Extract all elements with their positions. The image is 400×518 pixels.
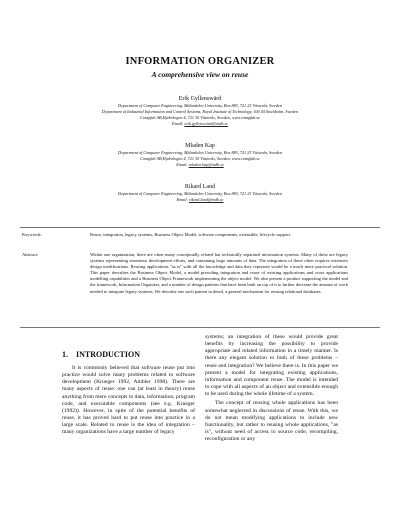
paper-subtitle: A comprehensive view on reuse — [151, 70, 249, 79]
author-email-line — [0, 121, 400, 127]
author-affiliation: Department of Computer Engineering, Mälardalen University, Box 883, 721 23 Västerås, Sweden — [118, 103, 282, 108]
author-name: Erik Gyllenswärd — [178, 96, 222, 102]
author-name: Rikard Land — [184, 184, 216, 190]
paper-title: INFORMATION ORGANIZER — [125, 56, 275, 67]
author-affiliation: Compfab AB,Hydrologen 4, 721 30 Västerås, Sweden, www.compfab.se — [140, 156, 260, 161]
section-number: 1. — [62, 350, 68, 359]
email-label: Email: — [176, 162, 188, 167]
paragraph: systems; an integration of these would provide great benefits by increasing the possibility to provide appropriate and related information in a timely manner. Is there any elegant solution to both of these problems – reuse and integration? We believe there is. In this paper we present a model for integrating existing applications, information and component reuse. The model is intended to cope with all aspects of an object and extensible enough to be used during the whole lifetime of a system. — [205, 334, 338, 398]
right-column — [205, 334, 338, 443]
author-affiliation: Compfab AB,Hydrologen 4, 721 30 Västerås, Sweden, www.compfab.se — [140, 115, 260, 120]
section-title: INTRODUCTION — [76, 350, 141, 359]
divider-top — [20, 227, 380, 228]
author-email-link[interactable]: rikard.land@mdh.se — [189, 197, 224, 202]
author-block-2 — [0, 142, 400, 168]
left-column — [62, 365, 195, 437]
author-affiliation: Department of Computer Engineering, Mälardalen University, Box 883, 721 23 Västerås, Sweden — [118, 150, 282, 155]
author-affiliation: Department of Computer Engineering, Mälardalen University, Box 883, 721 23 Västerås, Sweden — [118, 191, 282, 196]
keywords-label: Keywords: — [22, 232, 42, 237]
author-name: Mladen Kap — [185, 143, 215, 149]
abstract-text: Within one organization, there are often many conceptually related but technically separated information systems. Many of these are legacy systems representing enormous development efforts, and containing large amounts of data. The integration of these often requires extensive design modifications. Reusing applications "as is" with all the knowledge and data they represent would be a much more practical solution. This paper describes the Business Object Model, a model providing integration and reuse of existing applications and cross applications modelling capabilities and a Business Object Framework implementing the object model. We also present a product supporting the model and the framework, Information Organizer, and a number of design patterns that have been built on top of it to further decrease the amount of work needed to integrate legacy systems. We describe one such pattern in detail, a general mechanism for reusing relational databases. — [90, 252, 348, 294]
abstract-label: Abstract: — [22, 252, 39, 257]
author-block-1 — [0, 95, 400, 127]
paragraph: It is commonly believed that software reuse put into practice would solve many problems related to software development (Krueger 1992, Ambler 1998). There are many aspects of reuse: one can (at least in theory) reuse anything from mere concepts to data, information, program code, and executable components (see e.g. Krueger (1992)). However, in spite of the potential benefits of reuse, it has proved hard to put reuse into practice in a large scale. Related to reuse is the idea of integration – many organizations have a large number of legacy — [62, 365, 195, 436]
email-label: Email: — [172, 121, 184, 126]
author-email-line — [0, 162, 400, 168]
author-email-link[interactable]: mladen.kap@mdh.se — [188, 162, 224, 167]
divider-bottom — [20, 327, 380, 328]
keywords-text: Reuse, integration, legacy systems, Business Object Model, software components, extensible, lifecycle support. — [90, 232, 291, 237]
author-affiliation: Department of Industrial Information and Control Systems, Royal Institute of Technology, 100 44 Stockholm, Sweden — [101, 109, 299, 114]
email-label: Email: — [176, 197, 188, 202]
author-email-link[interactable]: erik.gyllenswärd@mdh.se — [184, 121, 228, 126]
author-email-line — [0, 197, 400, 203]
section-heading — [62, 350, 140, 359]
paragraph: The concept of reusing whole applications has been somewhat neglected in discussions of reuse. With this, we do not mean modifying applications to include new functionality, but rather to reusing whole applications, "as is", without need of access to source code, recompiling, reconfiguration or any — [205, 400, 338, 443]
author-block-3 — [0, 183, 400, 203]
